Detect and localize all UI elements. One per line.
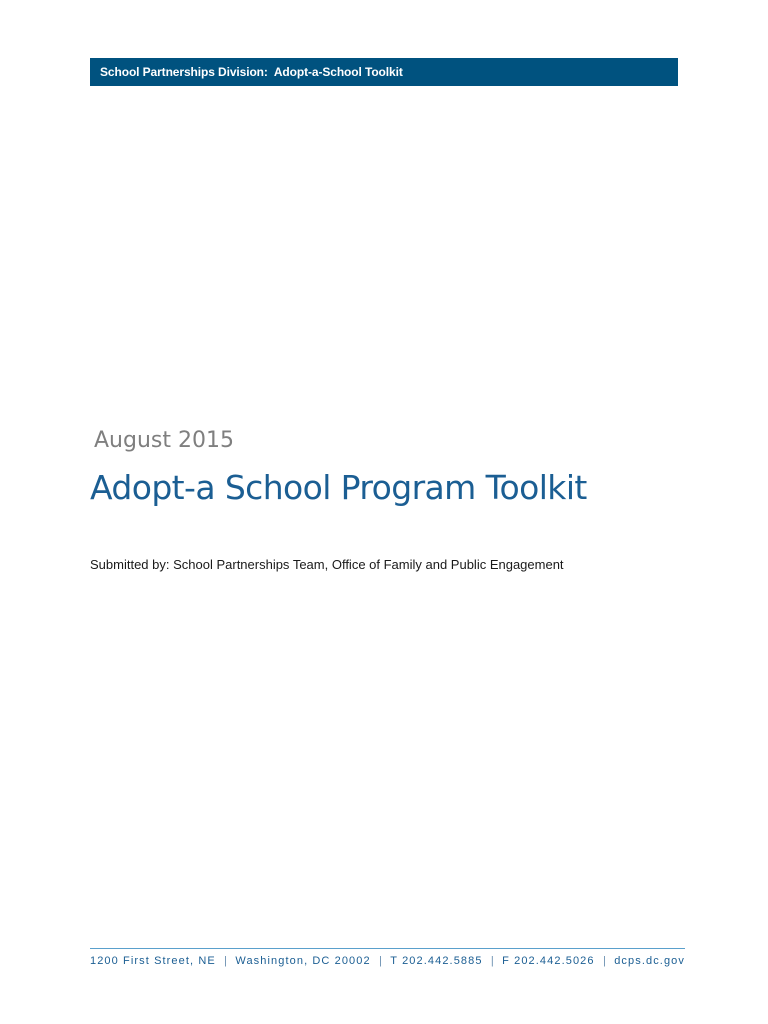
footer-fax: F 202.442.5026	[502, 955, 595, 967]
header-bar	[90, 58, 678, 86]
footer-separator: |	[602, 955, 606, 967]
footer-phone: T 202.442.5885	[390, 955, 483, 967]
footer-contact	[90, 955, 685, 967]
submitted-by: Submitted by: School Partnerships Team, Office of Family and Public Engagement	[90, 557, 564, 572]
footer-divider	[90, 948, 685, 949]
footer-website[interactable]: dcps.dc.gov	[614, 955, 685, 967]
footer-address: 1200 First Street, NE	[90, 955, 216, 967]
footer-city: Washington, DC 20002	[235, 955, 371, 967]
footer-separator: |	[490, 955, 494, 967]
document-date: August 2015	[94, 428, 234, 453]
footer-separator: |	[379, 955, 382, 967]
document-title: Adopt-a School Program Toolkit	[90, 468, 587, 507]
header-text: School Partnerships Division: Adopt-a-School Toolkit	[100, 65, 403, 79]
footer-separator: |	[224, 955, 228, 967]
